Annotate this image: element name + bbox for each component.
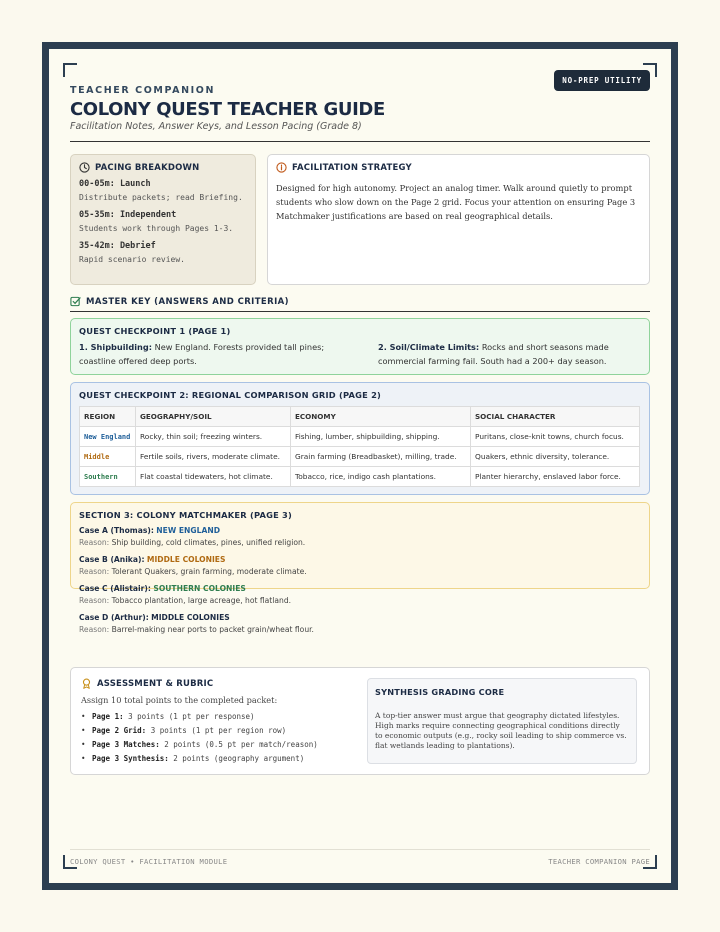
page-title: COLONY QUEST TEACHER GUIDE xyxy=(70,99,385,120)
economy-cell: Grain farming (Breadbasket), milling, trade. xyxy=(291,447,471,467)
case-reason xyxy=(79,537,364,549)
checkbox-icon xyxy=(70,296,81,307)
case-answer: NEW ENGLAND xyxy=(156,526,221,535)
case-name: Case C (Alistair): xyxy=(79,584,151,593)
page-kicker: TEACHER COMPANION xyxy=(70,85,216,96)
geography-cell: Flat coastal tidewaters, hot climate. xyxy=(136,467,291,487)
social-cell: Quakers, ethnic diversity, tolerance. xyxy=(471,447,640,467)
answer-text: New England. Forests provided tall pines; coastline offered deep ports. xyxy=(79,342,325,366)
pacing-desc: Distribute packets; read Briefing. xyxy=(79,193,243,202)
table-row xyxy=(80,447,640,467)
case-name: Case D (Arthur): xyxy=(79,613,149,622)
strategy-heading-text: FACILITATION STRATEGY xyxy=(292,162,412,173)
social-cell: Planter hierarchy, enslaved labor force. xyxy=(471,467,640,487)
footer-right: TEACHER COMPANION PAGE xyxy=(548,857,650,866)
pacing-heading xyxy=(79,162,247,173)
pacing-item xyxy=(79,241,247,266)
pacing-card xyxy=(70,154,256,285)
synthesis-heading: SYNTHESIS GRADING CORE xyxy=(375,687,505,697)
rubric-label: Page 1: xyxy=(92,712,124,721)
economy-cell: Tobacco, rice, indigo cash plantations. xyxy=(291,467,471,487)
reason-label: Reason: xyxy=(79,596,110,605)
reason-text: Tobacco plantation, large acreage, hot flatland. xyxy=(111,596,292,605)
synthesis-box xyxy=(367,678,637,764)
matchmaker-case xyxy=(79,612,364,636)
case-answer: MIDDLE COLONIES xyxy=(146,555,226,564)
table-row xyxy=(80,427,640,447)
checkpoint-1-card xyxy=(70,318,650,375)
strategy-heading xyxy=(276,162,641,173)
pacing-item xyxy=(79,179,247,204)
strategy-body: Designed for high autonomy. Project an analog timer. Walk around quietly to prompt students who slow down on the Page 2 grid. Focus your attention on ensuring Page 3 Matchmaker justifications are based on real geographical details. xyxy=(276,183,636,221)
pacing-time: 00-05m: Launch xyxy=(79,179,151,189)
matchmaker-case xyxy=(79,554,364,578)
footer-divider xyxy=(70,849,650,850)
case-line xyxy=(79,583,364,595)
page-subtitle: Facilitation Notes, Answer Keys, and Lesson Pacing (Grade 8) xyxy=(70,121,362,132)
case-line xyxy=(79,612,364,624)
regional-comparison-table xyxy=(79,406,640,487)
case-name: Case A (Thomas): xyxy=(79,526,154,535)
rubric-label: Page 3 Synthesis: xyxy=(92,754,169,763)
matchmaker-title: SECTION 3: COLONY MATCHMAKER (PAGE 3) xyxy=(79,510,293,520)
checkpoint-1-answer xyxy=(378,340,641,368)
case-answer: MIDDLE COLONIES xyxy=(151,613,230,622)
info-icon xyxy=(276,162,287,173)
case-reason xyxy=(79,595,364,607)
checkpoint-2-card xyxy=(70,382,650,495)
section-divider xyxy=(70,311,650,312)
reason-label: Reason: xyxy=(79,625,110,634)
rubric-text: 3 points (1 pt per response) xyxy=(128,712,255,721)
answer-label: 2. Soil/Climate Limits: xyxy=(378,342,480,352)
table-row xyxy=(80,467,640,487)
column-header: ECONOMY xyxy=(291,407,471,427)
geography-cell: Rocky, thin soil; freezing winters. xyxy=(136,427,291,447)
rubric-label: Page 3 Matches: xyxy=(92,740,160,749)
corner-mark xyxy=(63,63,77,77)
master-key-heading xyxy=(70,296,289,307)
column-header: GEOGRAPHY/SOIL xyxy=(136,407,291,427)
reason-text: Ship building, cold climates, pines, unified religion. xyxy=(111,538,306,547)
case-line xyxy=(79,554,364,566)
assessment-card xyxy=(70,667,650,775)
column-header: SOCIAL CHARACTER xyxy=(471,407,640,427)
case-name: Case B (Anika): xyxy=(79,555,145,564)
checkpoint-1-answers xyxy=(79,340,641,368)
checkpoint-1-title: QUEST CHECKPOINT 1 (PAGE 1) xyxy=(79,326,231,336)
pacing-desc: Rapid scenario review. xyxy=(79,255,185,264)
pacing-desc: Students work through Pages 1-3. xyxy=(79,224,234,233)
pacing-list xyxy=(79,179,247,266)
footer-left: COLONY QUEST • FACILITATION MODULE xyxy=(70,857,228,866)
reason-label: Reason: xyxy=(79,538,110,547)
checkpoint-1-answer xyxy=(79,340,342,368)
column-header: REGION xyxy=(80,407,136,427)
rubric-text: 2 points (0.5 pt per match/reason) xyxy=(164,740,318,749)
matchmaker-case xyxy=(79,583,364,607)
rubric-text: 2 points (geography argument) xyxy=(173,754,305,763)
no-prep-badge: NO-PREP UTILITY xyxy=(554,70,650,91)
region-cell: Southern xyxy=(80,467,136,487)
economy-cell: Fishing, lumber, shipbuilding, shipping. xyxy=(291,427,471,447)
matchmaker-card xyxy=(70,502,650,634)
pacing-heading-text: PACING BREAKDOWN xyxy=(95,162,200,173)
case-reason xyxy=(79,624,364,636)
master-key-heading-text: MASTER KEY (ANSWERS AND CRITERIA) xyxy=(86,296,289,307)
page-frame xyxy=(42,42,678,890)
reason-text: Tolerant Quakers, grain farming, moderate climate. xyxy=(111,567,307,576)
pacing-time: 05-35m: Independent xyxy=(79,210,177,220)
reason-text: Barrel-making near ports to packet grain/wheat flour. xyxy=(111,625,314,634)
case-line xyxy=(79,525,364,537)
answer-text: Rocks and short seasons made commercial farming fail. South had a 200+ day season. xyxy=(378,342,609,366)
pacing-time: 35-42m: Debrief xyxy=(79,241,156,251)
matchmaker-cases xyxy=(79,525,641,636)
checkpoint-2-title: QUEST CHECKPOINT 2: REGIONAL COMPARISON GRID (PAGE 2) xyxy=(79,390,382,400)
matchmaker-case xyxy=(79,525,364,549)
case-answer: SOUTHERN COLONIES xyxy=(153,584,246,593)
document-page xyxy=(49,49,671,883)
geography-cell: Fertile soils, rivers, moderate climate. xyxy=(136,447,291,467)
strategy-card xyxy=(267,154,650,285)
pacing-item xyxy=(79,210,247,235)
rubric-label: Page 2 Grid: xyxy=(92,726,147,735)
synthesis-body: A top-tier answer must argue that geography dictated lifestyles. High marks require connecting geographical conditions directly to economic outputs (e.g., rocky soil leading to ship commerce vs. flat wetlands leading to plantations). xyxy=(375,711,627,750)
case-reason xyxy=(79,566,364,578)
clock-icon xyxy=(79,162,90,173)
award-ribbon-icon xyxy=(81,678,92,689)
social-cell: Puritans, close-knit towns, church focus. xyxy=(471,427,640,447)
answer-label: 1. Shipbuilding: xyxy=(79,342,152,352)
title-divider xyxy=(70,141,650,142)
assessment-intro: Assign 10 total points to the completed packet: xyxy=(81,695,278,705)
assessment-heading-text: ASSESSMENT & RUBRIC xyxy=(97,678,214,689)
table-header-row xyxy=(80,407,640,427)
region-cell: New England xyxy=(80,427,136,447)
rubric-text: 3 points (1 pt per region row) xyxy=(150,726,287,735)
reason-label: Reason: xyxy=(79,567,110,576)
region-cell: Middle xyxy=(80,447,136,467)
